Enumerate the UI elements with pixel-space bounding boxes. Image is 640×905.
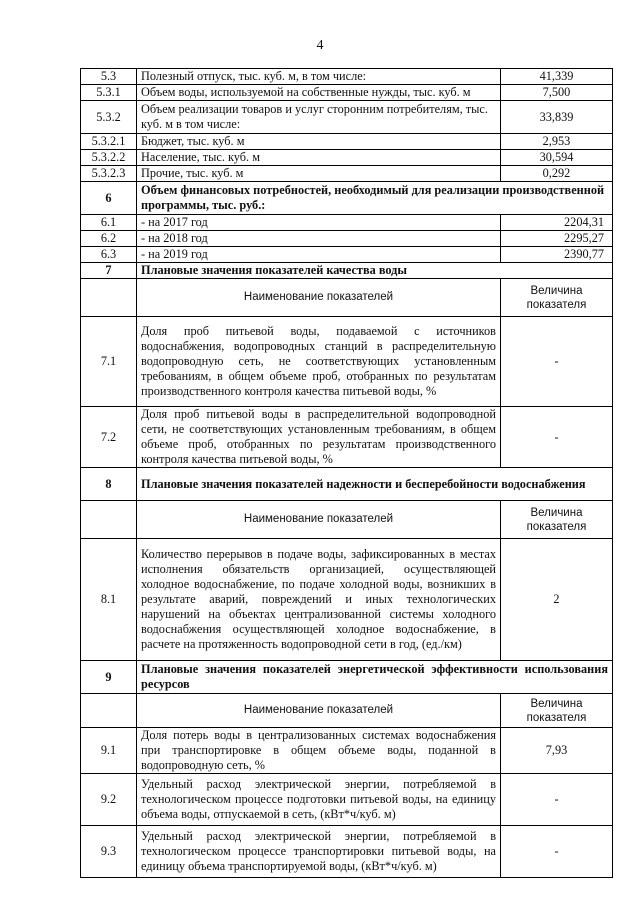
row-number: 6.3 — [81, 247, 137, 263]
row-number: 5.3 — [81, 69, 137, 85]
row-label: Объем воды, используемой на собственные нужды, тыс. куб. м — [137, 85, 501, 101]
column-header-name: Наименование показателей — [137, 501, 501, 539]
column-header-row — [81, 501, 613, 539]
row-number: 9.2 — [81, 774, 137, 826]
page-number: 4 — [316, 38, 324, 53]
section-title: Плановые значения показателей качества воды — [137, 263, 613, 279]
row-value: 2295,27 — [501, 231, 613, 247]
column-header-name: Наименование показателей — [137, 694, 501, 728]
table-row — [81, 539, 613, 661]
section-header-row — [81, 661, 613, 694]
row-label: Удельный расход электрической энергии, потребляемой в технологическом процессе подготовки питьевой воды, на единицу объема воды, отпускаемой в сеть, (кВт*ч/куб. м) — [137, 774, 501, 826]
row-value: 30,594 — [501, 150, 613, 166]
row-label: Прочие, тыс. куб. м — [137, 166, 501, 182]
row-value: 2204,31 — [501, 215, 613, 231]
section-header-row — [81, 263, 613, 279]
row-number: 9.1 — [81, 728, 137, 774]
row-number: 6.2 — [81, 231, 137, 247]
section-title: Плановые значения показателей энергетической эффективности использования ресурсов — [137, 661, 613, 694]
table-row — [81, 231, 613, 247]
row-value: - — [501, 774, 613, 826]
row-value: 0,292 — [501, 166, 613, 182]
section-number: 6 — [81, 182, 137, 215]
section-header-row — [81, 182, 613, 215]
table-row — [81, 85, 613, 101]
column-header-row — [81, 279, 613, 317]
empty-cell — [81, 501, 137, 539]
row-value: 2,953 — [501, 134, 613, 150]
table-row — [81, 150, 613, 166]
row-value: 2 — [501, 539, 613, 661]
row-label: Объем реализации товаров и услуг сторонним потребителям, тыс. куб. м в том числе: — [137, 101, 501, 134]
row-number: 5.3.2.3 — [81, 166, 137, 182]
row-value: - — [501, 317, 613, 407]
row-value: 41,339 — [501, 69, 613, 85]
row-label: Доля проб питьевой воды в распределительной водопроводной сети, не соответствующих установленным требованиям, в общем объеме проб, отобранных по результатам производственного контроля качества питьевой воды, % — [137, 407, 501, 468]
table-row — [81, 407, 613, 468]
row-label: Бюджет, тыс. куб. м — [137, 134, 501, 150]
row-value: - — [501, 407, 613, 468]
row-value: 7,93 — [501, 728, 613, 774]
row-label: - на 2017 год — [137, 215, 501, 231]
row-number: 5.3.2 — [81, 101, 137, 134]
row-label: Удельный расход электрической энергии, потребляемой в технологическом процессе транспортировки питьевой воды, на единицу объема транспортируемой воды, (кВт*ч/куб. м) — [137, 826, 501, 878]
table-row — [81, 826, 613, 878]
row-number: 8.1 — [81, 539, 137, 661]
row-value: 2390,77 — [501, 247, 613, 263]
row-number: 5.3.2.1 — [81, 134, 137, 150]
section-header-row — [81, 468, 613, 501]
row-value: - — [501, 826, 613, 878]
column-header-row — [81, 694, 613, 728]
row-value: 7,500 — [501, 85, 613, 101]
table-row — [81, 774, 613, 826]
row-number: 7.2 — [81, 407, 137, 468]
empty-cell — [81, 279, 137, 317]
row-label: - на 2019 год — [137, 247, 501, 263]
table-row — [81, 69, 613, 85]
section-number: 7 — [81, 263, 137, 279]
row-number: 5.3.1 — [81, 85, 137, 101]
section-number: 8 — [81, 468, 137, 501]
column-header-value: Величина показателя — [501, 694, 613, 728]
section-title: Объем финансовых потребностей, необходимый для реализации производственной программы, тыс. руб.: — [137, 182, 613, 215]
empty-cell — [81, 694, 137, 728]
column-header-value: Величина показателя — [501, 279, 613, 317]
section-title: Плановые значения показателей надежности и бесперебойности водоснабжения — [137, 468, 613, 501]
row-label: Доля проб питьевой воды, подаваемой с источников водоснабжения, водопроводных станций в распределительную водопроводную сеть, не соответствующих установленным требованиям, в общем объеме проб, отобранных по результатам производственного контроля качества питьевой воды, % — [137, 317, 501, 407]
table-row — [81, 728, 613, 774]
table-row — [81, 101, 613, 134]
row-label: Полезный отпуск, тыс. куб. м, в том числе: — [137, 69, 501, 85]
row-number: 7.1 — [81, 317, 137, 407]
table-row — [81, 166, 613, 182]
row-number: 6.1 — [81, 215, 137, 231]
table-row — [81, 215, 613, 231]
column-header-value: Величина показателя — [501, 501, 613, 539]
row-label: - на 2018 год — [137, 231, 501, 247]
row-label: Количество перерывов в подаче воды, зафиксированных в местах исполнения обязательств организацией, осуществляющей холодное водоснабжение, по подаче холодной воды, возникших в результате аварий, повреждений и иных технологических нарушений на объектах централизованной системы холодного водоснабжения осуществляющей холодное водоснабжение, в расчете на протяженность водопроводной сети в год, (ед./км) — [137, 539, 501, 661]
production-program-table — [80, 68, 613, 878]
row-label: Доля потерь воды в централизованных системах водоснабжения при транспортировке в общем объеме воды, поданной в водопроводную сеть, % — [137, 728, 501, 774]
row-label: Население, тыс. куб. м — [137, 150, 501, 166]
row-value: 33,839 — [501, 101, 613, 134]
table-row — [81, 317, 613, 407]
table-row — [81, 134, 613, 150]
table-row — [81, 247, 613, 263]
section-number: 9 — [81, 661, 137, 694]
row-number: 5.3.2.2 — [81, 150, 137, 166]
column-header-name: Наименование показателей — [137, 279, 501, 317]
row-number: 9.3 — [81, 826, 137, 878]
